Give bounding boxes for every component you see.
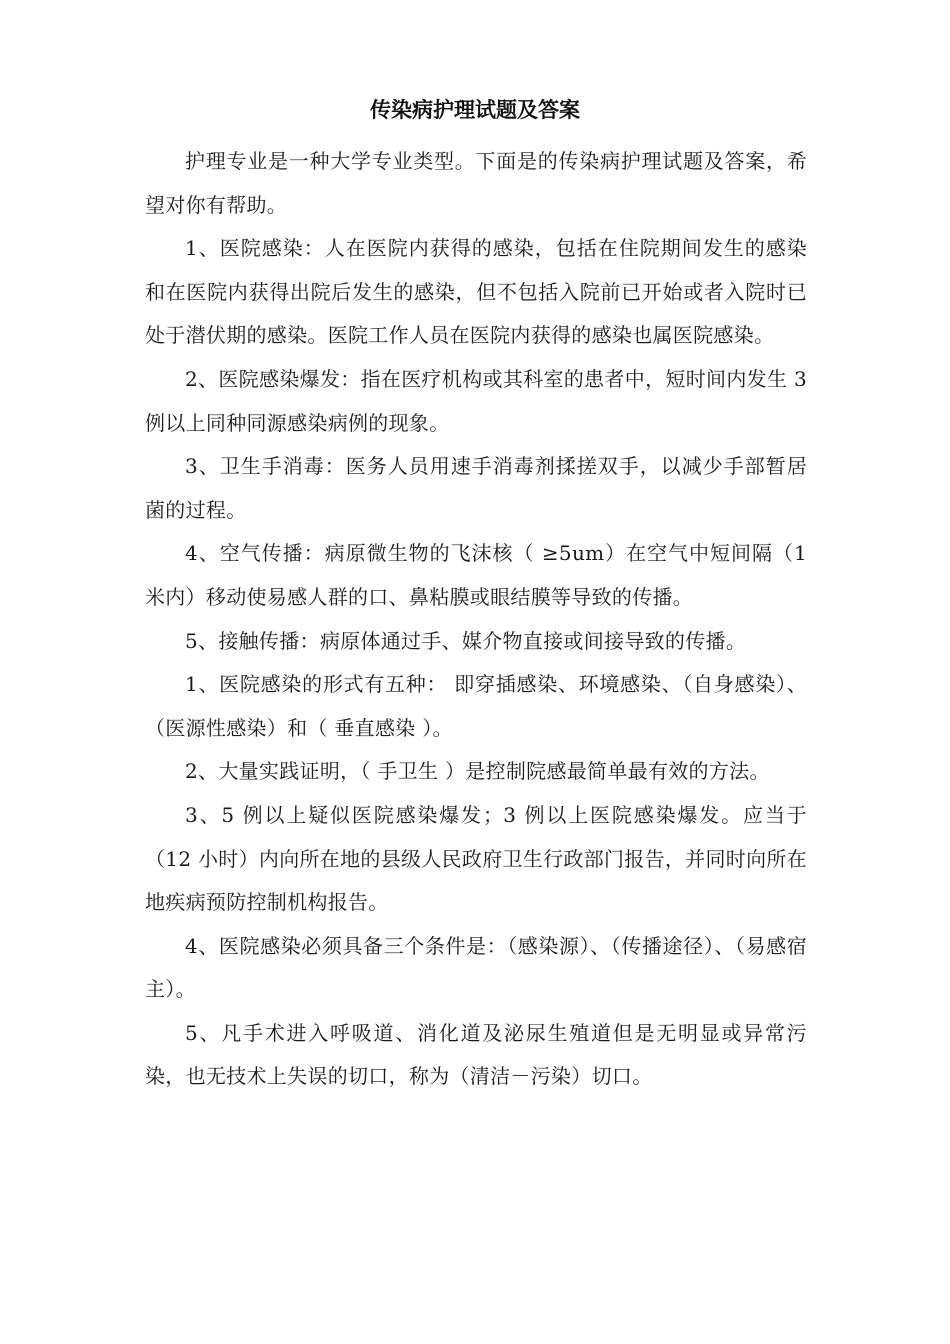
definition-airborne-transmission: 4、空气传播：病原微生物的飞沫核（ ≥5um）在空气中短间隔（1 米内）移动使易感人群的口、鼻粘膜或眼结膜等导致的传播。 [145,541,807,609]
document-body [145,140,807,1099]
question-outbreak-reporting: 3、5 例以上疑似医院感染爆发；3 例以上医院感染爆发。应当于（12 小时）内向所在地的县级人民政府卫生行政部门报告，并同时向所在地疾病预防控制机构报告。 [145,802,808,915]
question-hand-hygiene: 2、大量实践证明，（ 手卫生 ）是控制院感最简单最有效的方法。 [185,759,770,784]
document-title: 传染病护理试题及答案 [370,97,580,122]
question-incision-classification: 5、凡手术进入呼吸道、消化道及泌尿生殖道但是无明显或异常污染，也无技术上失误的切口，称为（清洁－污染）切口。 [145,1020,807,1089]
definition-contact-transmission: 5、接触传播：病原体通过手、媒介物直接或间接导致的传播。 [185,628,747,653]
question-infection-conditions: 4、医院感染必须具备三个条件是：（感染源）、（传播途径）、（易感宿主）。 [145,933,807,1002]
definition-infection-outbreak: 2、医院感染爆发：指在医疗机构或其科室的患者中，短时间内发生 3 例以上同种同源感染病例的现象。 [145,366,807,435]
definition-hospital-infection: 1、医院感染：人在医院内获得的感染，包括在住院期间发生的感染和在医院内获得出院后发生的感染，但不包括入院前已开始或者入院时已处于潜伏期的感染。医院工作人员在医院内获得的感染也属医院感染。 [145,236,807,348]
definition-hand-disinfection: 3、卫生手消毒：医务人员用速手消毒剂揉搓双手，以减少手部暂居菌的过程。 [145,454,807,522]
question-infection-forms: 1、医院感染的形式有五种： 即穿插感染、环境感染、（自身感染）、（医源性感染）和（ 垂直感染 ）。 [145,672,807,740]
intro-paragraph: 护理专业是一种大学专业类型。下面是的传染病护理试题及答案，希望对你有帮助。 [145,149,807,217]
